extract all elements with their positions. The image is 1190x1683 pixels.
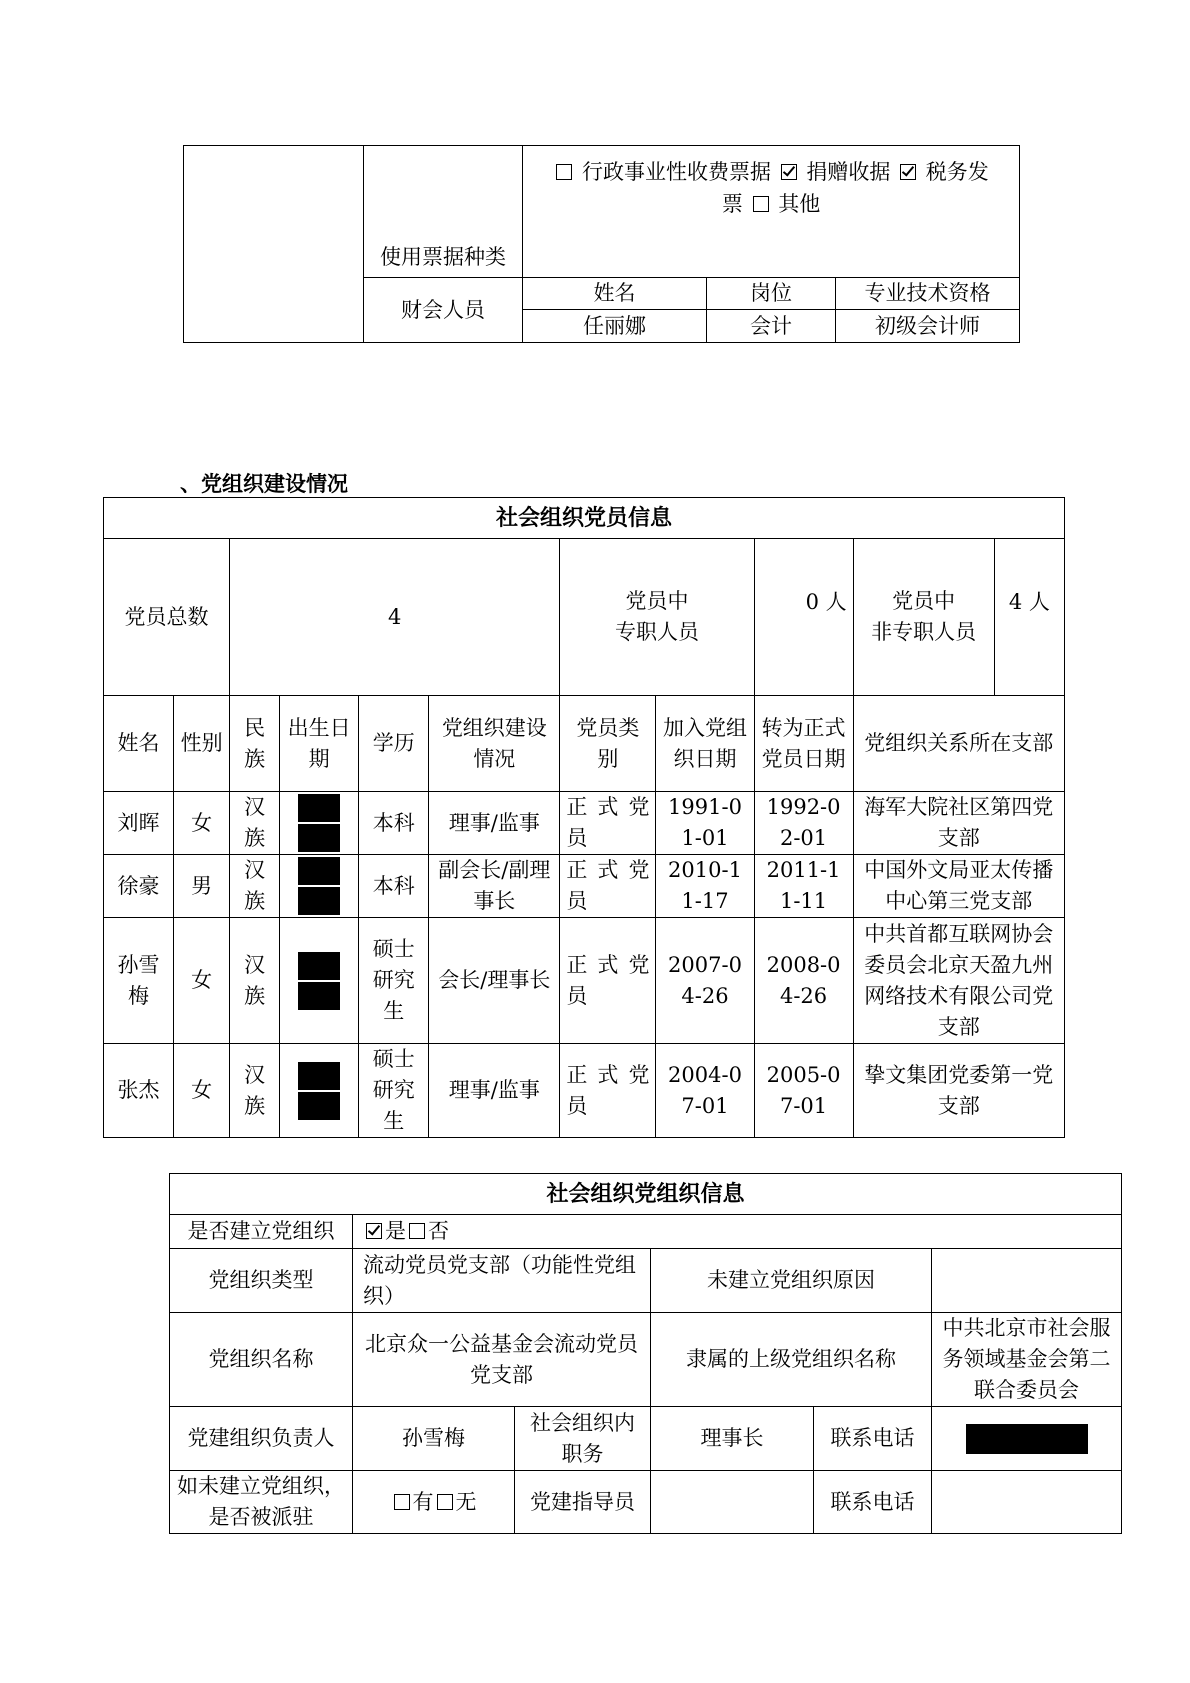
redacted-birthdate (280, 918, 359, 1044)
member-join-date: 2007-04-26 (656, 918, 754, 1044)
blank-cell (184, 146, 364, 343)
parttime-label-b: 非专职人员 (871, 620, 977, 644)
leader-label: 党建组织负责人 (170, 1407, 353, 1471)
total-label: 党员总数 (104, 539, 230, 696)
checkbox-dispatch-none[interactable] (437, 1494, 453, 1510)
member-education: 硕士研究生 (359, 1044, 429, 1138)
staff-qualification: 初级会计师 (836, 310, 1020, 343)
instructor-label: 党建指导员 (515, 1471, 651, 1534)
org-name-value: 北京众一公益基金会流动党员党支部 (353, 1313, 651, 1407)
dispatch-options (353, 1471, 515, 1534)
parttime-label (853, 539, 994, 696)
checkbox-other[interactable] (753, 196, 769, 212)
type-label: 党组织类型 (170, 1249, 353, 1313)
fulltime-label-b: 专职人员 (614, 620, 699, 644)
col-branch: 党组织关系所在支部 (853, 696, 1064, 792)
dispatch-has: 有 (412, 1489, 434, 1514)
receipt-options (523, 146, 1020, 278)
member-branch: 中国外文局亚太传播中心第三党支部 (853, 855, 1064, 918)
member-formal-date: 2011-11-11 (754, 855, 853, 918)
member-branch: 挚文集团党委第一党支部 (853, 1044, 1064, 1138)
member-education: 本科 (359, 855, 429, 918)
org-title: 社会组织党组织信息 (170, 1174, 1122, 1215)
dispatch-label: 如未建立党组织，是否被派驻 (170, 1471, 353, 1534)
party-org-table (169, 1173, 1122, 1534)
redacted-birthdate (280, 1044, 359, 1138)
checkbox-dispatch-has[interactable] (394, 1494, 410, 1510)
instructor-value (651, 1471, 814, 1534)
col-name: 姓名 (104, 696, 174, 792)
parttime-label-a: 党员中 (892, 589, 956, 613)
leader-value: 孙雪梅 (353, 1407, 515, 1471)
checkbox-established-no[interactable] (409, 1223, 425, 1239)
member-type: 正式党员 (560, 918, 656, 1044)
established-label: 是否建立党组织 (170, 1215, 353, 1249)
col-join-date: 加入党组织日期 (656, 696, 754, 792)
phone-redacted (932, 1407, 1122, 1471)
position-label: 社会组织内职务 (515, 1407, 651, 1471)
member-join-date: 2010-11-17 (656, 855, 754, 918)
header-qualification: 专业技术资格 (836, 278, 1020, 310)
not-established-reason-value (932, 1249, 1122, 1313)
checkbox-donation-receipt[interactable] (781, 164, 797, 180)
member-branch: 海军大院社区第四党支部 (853, 792, 1064, 855)
member-name: 刘晖 (104, 792, 174, 855)
member-join-date: 1991-01-01 (656, 792, 754, 855)
party-members-table (103, 497, 1065, 1138)
established-yes: 是 (385, 1219, 406, 1243)
member-party-role: 会长/理事长 (429, 918, 560, 1044)
staff-post: 会计 (707, 310, 836, 343)
col-member-type: 党员类别 (560, 696, 656, 792)
member-name: 徐豪 (104, 855, 174, 918)
member-branch: 中共首都互联网协会委员会北京天盈九州网络技术有限公司党支部 (853, 918, 1064, 1044)
member-party-role: 理事/监事 (429, 792, 560, 855)
member-gender: 男 (174, 855, 230, 918)
checkbox-tax-invoice[interactable] (900, 164, 916, 180)
parttime-value: 4 人 (994, 539, 1064, 696)
col-gender: 性别 (174, 696, 230, 792)
fulltime-value: 0 人 (754, 539, 853, 696)
phone2-label: 联系电话 (814, 1471, 932, 1534)
type-value: 流动党员党支部（功能性党组织） (353, 1249, 651, 1313)
fulltime-label-a: 党员中 (625, 589, 689, 613)
not-established-reason-label: 未建立党组织原因 (651, 1249, 932, 1313)
parent-org-value: 中共北京市社会服务领域基金会第二联合委员会 (932, 1313, 1122, 1407)
member-type: 正式党员 (560, 1044, 656, 1138)
col-formal-date: 转为正式党员日期 (754, 696, 853, 792)
accounting-staff-label: 财会人员 (364, 278, 523, 343)
redacted-birthdate (280, 855, 359, 918)
member-party-role: 副会长/副理事长 (429, 855, 560, 918)
member-party-role: 理事/监事 (429, 1044, 560, 1138)
established-options (353, 1215, 1122, 1249)
dispatch-none: 无 (455, 1489, 477, 1514)
parent-org-label: 隶属的上级党组织名称 (651, 1313, 932, 1407)
checkbox-established-yes[interactable] (366, 1223, 382, 1239)
table-row (104, 918, 1065, 1044)
section-heading: 、党组织建设情况 (180, 472, 348, 496)
member-ethnicity: 汉族 (230, 1044, 280, 1138)
phone-label: 联系电话 (814, 1407, 932, 1471)
members-header-row (104, 696, 1065, 792)
member-gender: 女 (174, 792, 230, 855)
member-formal-date: 2005-07-01 (754, 1044, 853, 1138)
col-birthdate: 出生日期 (280, 696, 359, 792)
receipt-type-label: 使用票据种类 (364, 146, 523, 278)
member-ethnicity: 汉族 (230, 792, 280, 855)
fulltime-label (560, 539, 754, 696)
redacted-birthdate (280, 792, 359, 855)
col-ethnicity: 民族 (230, 696, 280, 792)
member-type: 正式党员 (560, 792, 656, 855)
member-join-date: 2004-07-01 (656, 1044, 754, 1138)
member-name: 张杰 (104, 1044, 174, 1138)
member-gender: 女 (174, 1044, 230, 1138)
member-formal-date: 1992-02-01 (754, 792, 853, 855)
header-post: 岗位 (707, 278, 836, 310)
member-ethnicity: 汉族 (230, 855, 280, 918)
members-title: 社会组织党员信息 (104, 498, 1065, 539)
org-name-label: 党组织名称 (170, 1313, 353, 1407)
position-value: 理事长 (651, 1407, 814, 1471)
member-formal-date: 2008-04-26 (754, 918, 853, 1044)
member-type: 正式党员 (560, 855, 656, 918)
receipts-table (183, 145, 1020, 343)
staff-name: 任丽娜 (523, 310, 707, 343)
member-gender: 女 (174, 918, 230, 1044)
phone2-value (932, 1471, 1122, 1534)
member-education: 硕士研究生 (359, 918, 429, 1044)
checkbox-admin-fee[interactable] (556, 164, 572, 180)
table-row (104, 855, 1065, 918)
member-education: 本科 (359, 792, 429, 855)
option-tax-invoice-b: 票 (721, 192, 743, 216)
option-admin-fee: 行政事业性收费票据 (581, 160, 771, 184)
header-name: 姓名 (523, 278, 707, 310)
option-other: 其他 (778, 192, 821, 216)
col-party-role: 党组织建设情况 (429, 696, 560, 792)
table-row (104, 792, 1065, 855)
table-row (104, 1044, 1065, 1138)
member-name: 孙雪梅 (104, 918, 174, 1044)
established-no: 否 (428, 1219, 449, 1243)
option-tax-invoice-a: 税务发 (925, 160, 989, 184)
col-education: 学历 (359, 696, 429, 792)
option-donation-receipt: 捐赠收据 (806, 160, 891, 184)
total-value: 4 (230, 539, 560, 696)
member-ethnicity: 汉族 (230, 918, 280, 1044)
